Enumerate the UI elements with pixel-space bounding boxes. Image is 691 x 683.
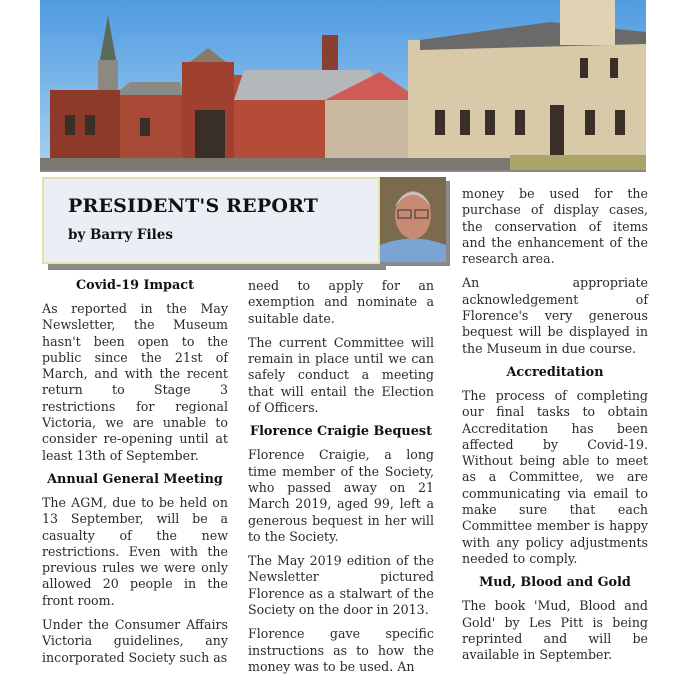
section-heading: Annual General Meeting [47, 471, 223, 487]
section-heading: Mud, Blood and Gold [479, 575, 631, 591]
paragraph: need to apply for an exemption and nominate a suitable date. [248, 278, 434, 326]
paragraph: The AGM, due to be held on 13 September, will be a casualty of the new restrictions. Even with the previous rules we were only allowed 20 people in the front room. [42, 494, 228, 608]
author-byline: by Barry Files [68, 227, 173, 243]
paragraph: As reported in the May Newsletter, the Museum hasn't been open to the public since the 21st of March, and with the recent return to Stage 3 restrictions for regional Victoria, we are unable to consider re-opening until at least 13th of September. [42, 301, 228, 463]
author-photo [380, 177, 446, 262]
paragraph: The May 2019 edition of the Newsletter pictured Florence as a stalwart of the Society on the door in 2013. [248, 553, 434, 618]
section-heading: Accreditation [506, 364, 604, 380]
column-1 [42, 278, 228, 674]
paragraph: Florence gave specific instructions as to how the money was to be used. An [248, 626, 434, 674]
section-heading: Florence Craigie Bequest [249, 424, 432, 440]
paragraph: money be used for the purchase of display cases, the conservation of items and the enhancement of the research area. [462, 186, 648, 267]
paragraph: Under the Consumer Affairs Victoria guidelines, any incorporated Society such as [42, 617, 228, 665]
section-heading: Covid-19 Impact [75, 278, 194, 293]
banner-divider [40, 170, 646, 172]
paragraph: The current Committee will remain in place until we can safely conduct a meeting that will entail the Election of Officers. [248, 334, 434, 416]
page-title: PRESIDENT'S REPORT [68, 195, 319, 217]
museum-buildings-photo [40, 0, 646, 170]
paragraph: The process of completing our final tasks to obtain Accreditation has been affected by Covid-19. Without being able to meet as a Committee, we are communicating via email to make sure that each Committee member is happy with any policy adjustments needed to comply. [462, 387, 648, 566]
column-3 [462, 186, 648, 671]
column-2 [248, 278, 434, 683]
report-header [42, 177, 380, 264]
paragraph: An appropriate acknowledgement of Florence's very generous bequest will be displayed in the Museum in due course. [462, 275, 648, 356]
paragraph: Florence Craigie, a long time member of the Society, who passed away on 21 March 2019, aged 99, left a generous bequest in her will to the Society. [248, 447, 434, 544]
paragraph: The book 'Mud, Blood and Gold' by Les Pitt is being reprinted and will be available in September. [462, 598, 648, 663]
